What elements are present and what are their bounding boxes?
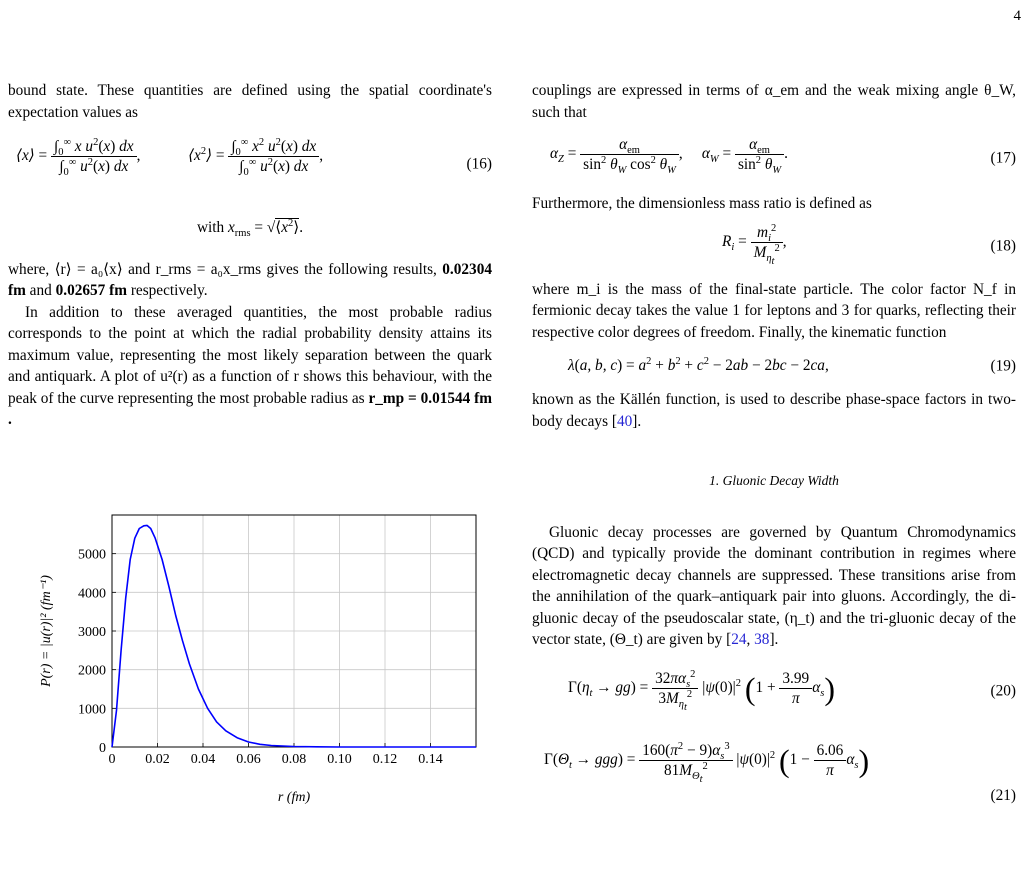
citation-38[interactable]: 38 xyxy=(754,631,770,648)
right-paragraph-1: couplings are expressed in terms of α_em and the weak mixing angle θ_W, such that xyxy=(532,82,1016,121)
y-tick-label: 0 xyxy=(99,741,106,756)
x-tick-label: 0.06 xyxy=(236,752,261,767)
x-tick-label: 0.14 xyxy=(418,752,443,767)
y-tick-label: 5000 xyxy=(78,547,106,563)
y-tick-label: 1000 xyxy=(78,702,106,718)
left-paragraph-2: where, ⟨r⟩ = a₀⟨x⟩ and r_rms = a₀x_rms gives the following results, 0.02304 fm and 0.02657 fm respectively. xyxy=(8,260,492,299)
x-tick-label: 0.08 xyxy=(281,752,307,767)
right-paragraph-4: known as the Källén function, is used to describe phase-space factors in two-body decays [40]. xyxy=(532,391,1016,430)
right-paragraph-3: where m_i is the mass of the final-state particle. The color factor N_f in fermionic decay takes the value 1 for leptons and 3 for quarks, reflecting their respective color degrees of freedom. Finally, the kinematic function xyxy=(532,280,1016,341)
r-rms-value: 0.02657 fm xyxy=(55,282,127,299)
subsection-heading: 1. Gluonic Decay Width xyxy=(709,473,839,488)
r-mean-value: 0.02304 fm xyxy=(8,260,492,299)
left-paragraph-3: In addition to these averaged quantities, the most probable radius corresponds to the point at which the radial probability density attains its maximum value, representing the most likely separation between the quark and antiquark. A plot of u²(r) as a function of r shows this behaviour, with the peak of the curve representing the most probable radius as r_mp = 0.01544 fm . xyxy=(8,303,492,428)
right-paragraph-2: Furthermore, the dimensionless mass ratio is defined as xyxy=(532,195,872,212)
citation-24[interactable]: 24 xyxy=(731,631,747,648)
y-axis-label: P(r) = |u(r)|² (fm⁻¹) xyxy=(39,575,54,687)
x-tick-label: 0.04 xyxy=(190,752,216,767)
equation-16: ⟨x⟩ = $\frac{\int_0^\infty x u^2(x) dx}{\int_0^\infty u^2(x) dx}$ , $⟨x^2⟩$ = $\frac{\int_0^\infty x^2 u^2(x) dx}{\int_0^\infty u^2(x) dx}$ , (16) xyxy=(16,136,492,179)
equation-number-16: (16) xyxy=(466,155,492,173)
x-tick-label: 0 xyxy=(108,752,116,767)
right-paragraph-5: Gluonic decay processes are governed by Quantum Chromodynamics (QCD) and typically provide the dominant contribution in regimes where electromagnetic decay channels are suppressed. These transitions arise from the annihilation of the quark–antiquark pair into gluons. Accordingly, the di-gluonic decay of the pseudoscalar state, (η_t) and the tri-gluonic decay of the vector state, (Θ_t) are given by [24, 38]. xyxy=(532,523,1016,648)
y-tick-label: 3000 xyxy=(78,625,106,640)
page-number: 4 xyxy=(1013,8,1021,24)
equation-number-19: (19) xyxy=(990,357,1016,375)
left-column xyxy=(8,80,492,431)
equation-number-18: (18) xyxy=(990,236,1016,254)
right-column xyxy=(532,80,1016,804)
equation-19: λ(a, b, $c) = a^2 + b^2 + c^2 - 2ab - 2bc - 2ca$, (19) xyxy=(532,349,1016,383)
rmp-value: r_mp = 0.01544 fm . xyxy=(8,389,492,428)
citation-40[interactable]: 40 xyxy=(616,412,633,430)
x-axis-label: r (fm) xyxy=(277,790,311,805)
equation-21: $\Gamma(\Theta_t \to ggg)$ = $\frac{160(\pi^2 - 9)\alpha_s^3}{81M_{\Theta_t}^2}$ $|\psi(0)|^2$ (1 − $\frac{6.06}{\pi}$ $\alpha_s$) (21) xyxy=(532,733,1016,793)
equation-number-17: (17) xyxy=(990,149,1016,167)
y-tick-label: 2000 xyxy=(78,663,106,679)
x-tick-label: 0.10 xyxy=(327,752,352,767)
equation-number-20: (20) xyxy=(990,681,1016,699)
rms-definition: with $x_{rms}$ = $√⟨x^2⟩$. xyxy=(196,217,304,240)
with-label: with xyxy=(196,219,225,236)
equation-20: $\Gamma(\eta_t \to gg)$ = $\frac{32\pi\alpha_s^2}{3M_{\eta_t}^2}$ $|\psi(0)|^2$ (1 + $\frac{3.99}{\pi}$ $\alpha_s$) (20) xyxy=(568,668,1016,713)
x-tick-label: 0.12 xyxy=(372,752,398,767)
left-paragraph-1: bound state. These quantities are defined using the spatial coordinate's expectation values as xyxy=(8,82,492,121)
x-tick-label: 0.02 xyxy=(145,752,170,767)
equation-17: $\alpha_Z$ = $\frac{\alpha_{em}}{\sin^2 \theta_W \cos^2 \theta_W}$ , $\alpha_W$ = $\frac{\alpha_{em}}{\sin^2 \theta_W}$ . (17) xyxy=(550,136,1016,177)
probability-density-chart xyxy=(0,505,500,850)
equation-18: $R_i$ = $\frac{m_i^2}{M_{\eta_t}^2}$ , (18) xyxy=(722,222,1016,267)
y-tick-label: 4000 xyxy=(78,586,106,602)
equation-number-21: (21) xyxy=(990,787,1016,804)
